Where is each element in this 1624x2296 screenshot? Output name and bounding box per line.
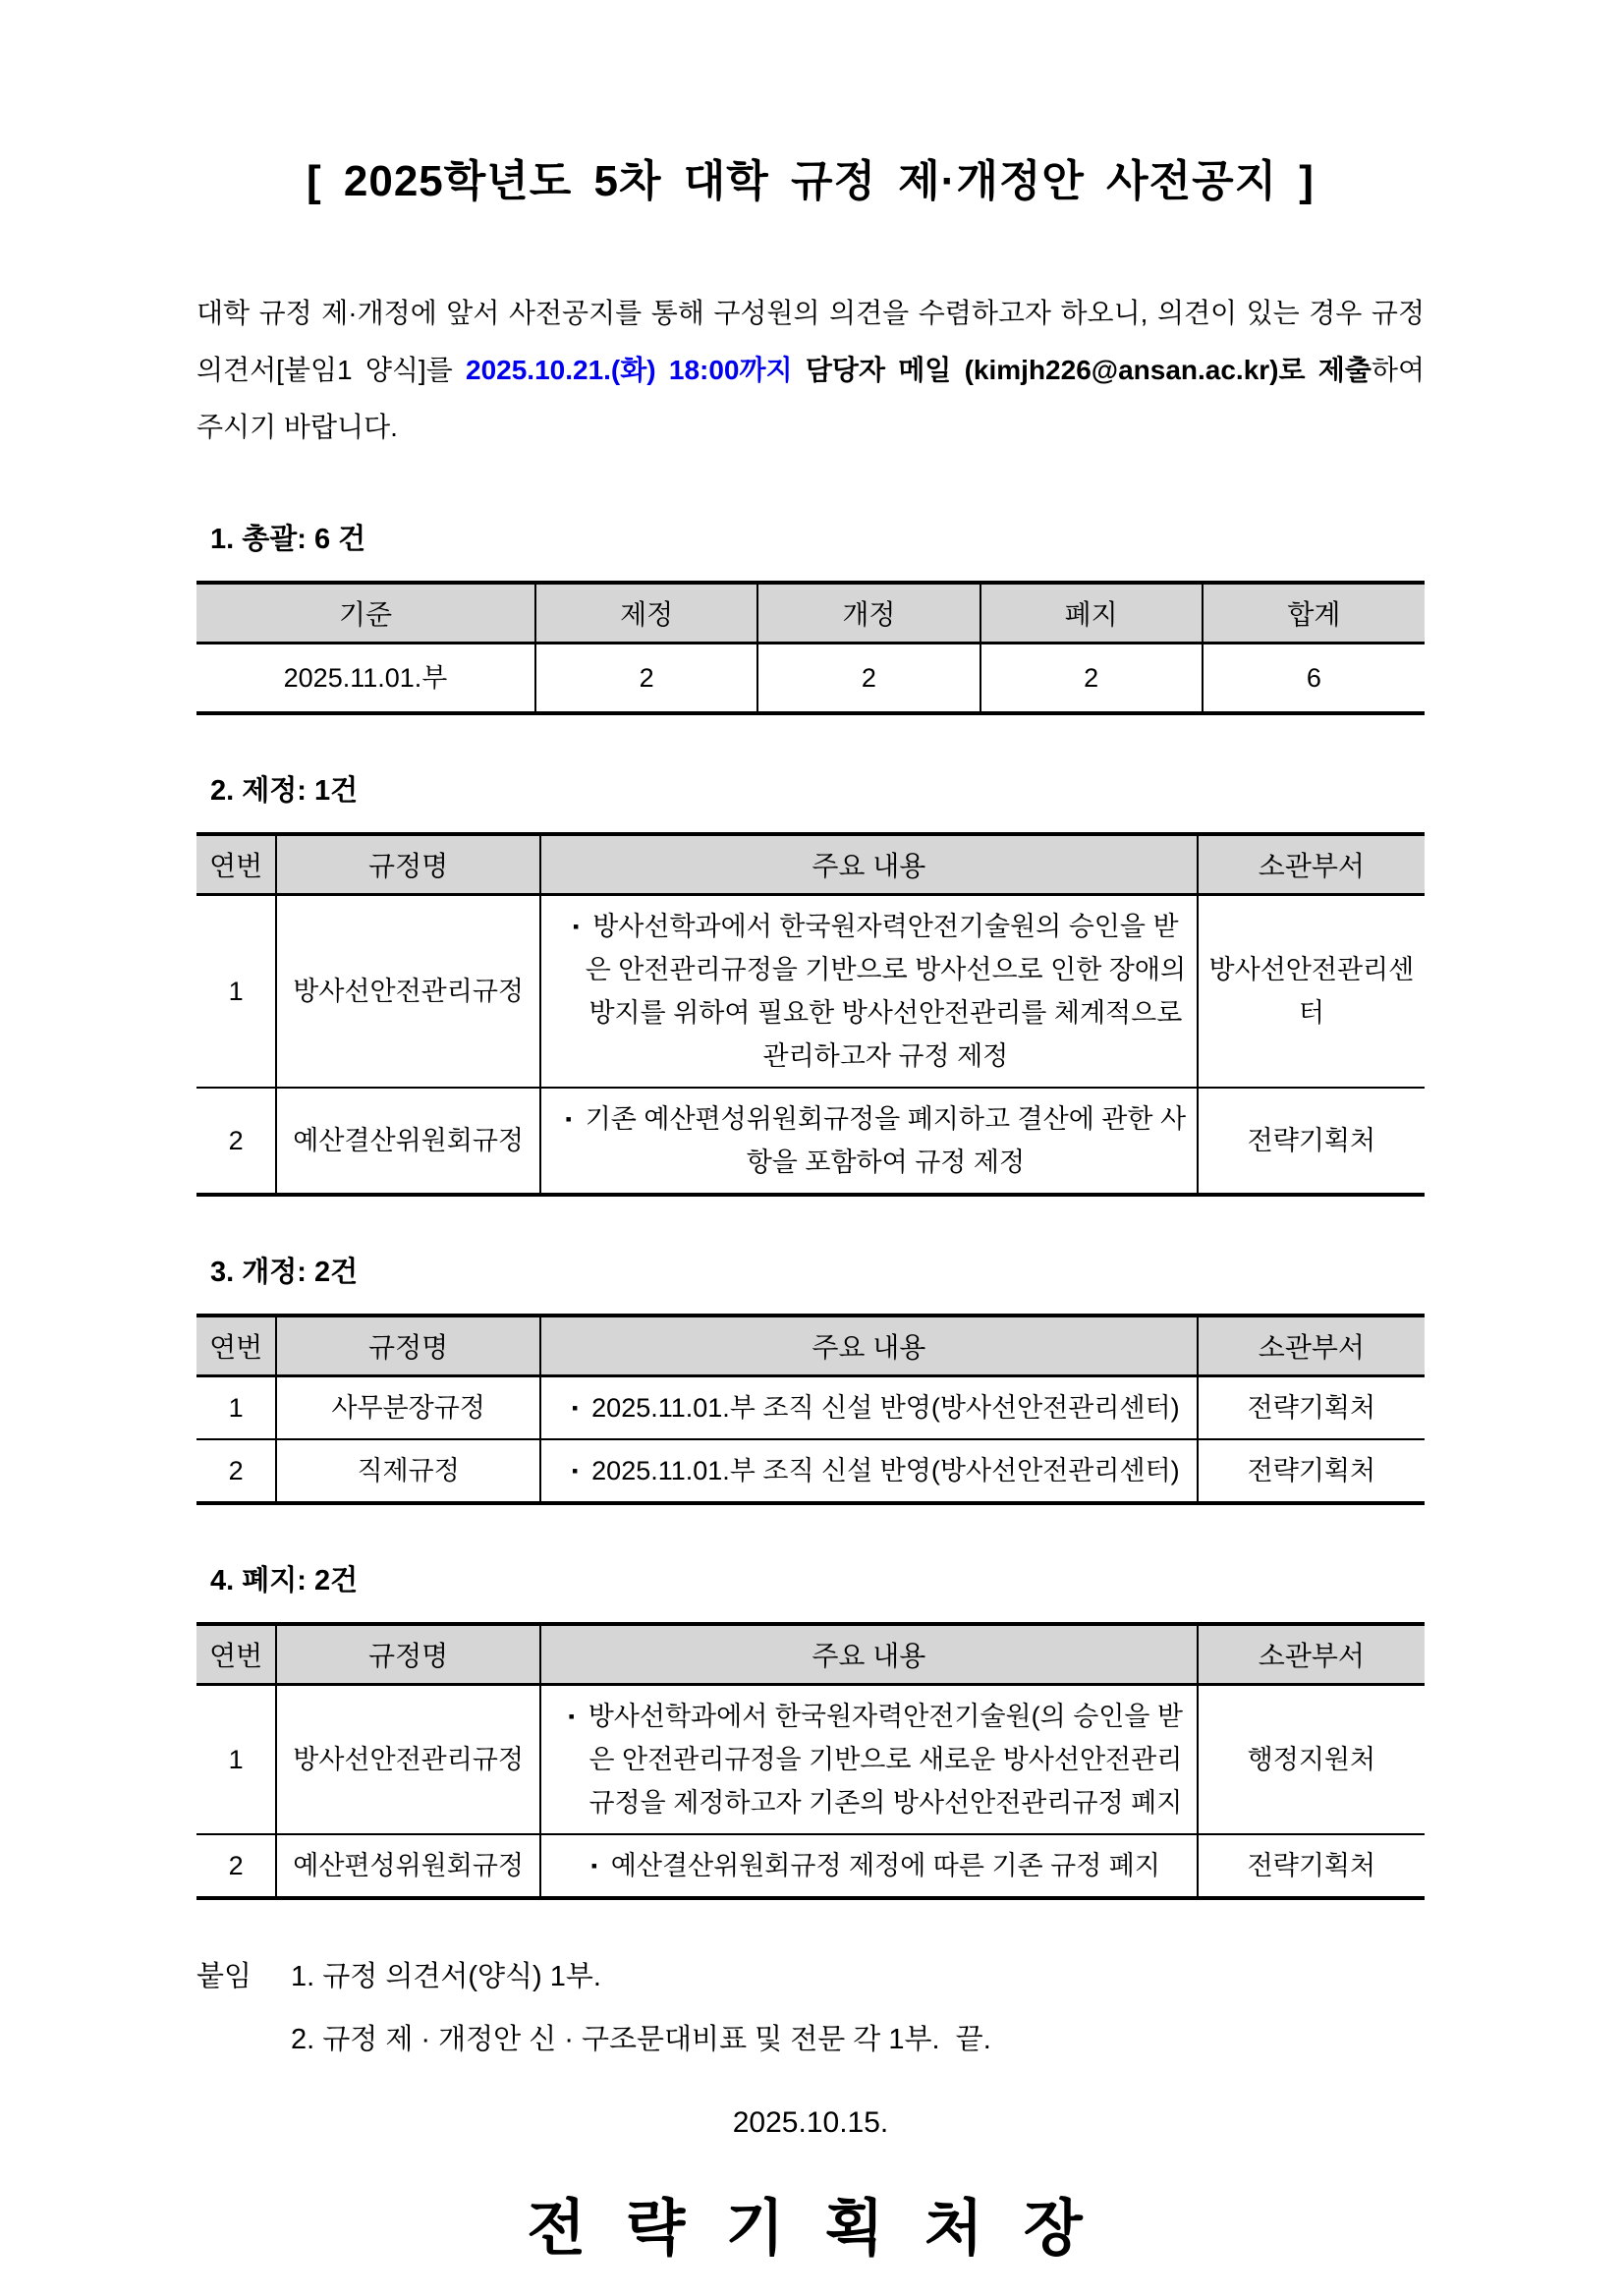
signature-title: 전 략 기 획 처 장 (527, 2195, 1094, 2263)
row-no: 2 (196, 1834, 276, 1898)
regulation-name: 방사선안전관리규정 (276, 1685, 540, 1835)
attachments (196, 1945, 1425, 2071)
row-no: 1 (228, 977, 244, 1006)
bullet-icon: ▪ (565, 1109, 572, 1129)
col-no: 연번 (196, 1316, 276, 1376)
col-regulation-name: 규정명 (276, 1624, 540, 1685)
summary-col-amend: 개정 (757, 583, 980, 644)
intro-paragraph (196, 285, 1425, 456)
summary-amend-count: 2 (757, 644, 980, 714)
col-department: 소관부서 (1198, 1316, 1425, 1376)
main-content-text: 2025.11.01.부 조직 신설 반영(방사선안전관리센터) (591, 1456, 1180, 1485)
table-row (196, 1088, 1425, 1195)
main-content-text: 기존 예산편성위원회규정을 폐지하고 결산에 관한 사항을 포함하여 규정 제정 (585, 1104, 1187, 1177)
col-no: 연번 (196, 1624, 276, 1685)
department: 행정지원처 (1198, 1685, 1425, 1835)
bullet-icon: ▪ (590, 1856, 597, 1876)
document-content (196, 0, 1425, 2267)
summary-col-abolish: 폐지 (980, 583, 1203, 644)
abolish-header-row (196, 1624, 1425, 1685)
regulation-name: 직제규정 (276, 1439, 540, 1503)
section-heading-enact: 2. 제정: 1건 (210, 775, 359, 807)
col-no: 연번 (196, 834, 276, 895)
summary-total-count: 6 (1203, 644, 1425, 714)
bullet-icon: ▪ (571, 1461, 579, 1481)
summary-basis-value: 2025.11.01.부 (283, 663, 448, 693)
attachment-line-2 (196, 2008, 1425, 2071)
summary-col-enact: 제정 (535, 583, 757, 644)
attachment-line-1 (196, 1945, 1425, 2008)
main-content-cell (540, 895, 1198, 1089)
summary-header-row (196, 583, 1425, 644)
bullet-icon: ▪ (571, 1398, 579, 1418)
page-title: [ 2025학년도 5차 대학 규정 제·개정안 사전공지 ] (307, 157, 1315, 205)
regulation-name: 예산결산위원회규정 (276, 1088, 540, 1195)
intro-text-2: 하여 주시기 바랍니다. (196, 355, 1425, 442)
col-department: 소관부서 (1198, 1624, 1425, 1685)
amend-header-row (196, 1316, 1425, 1376)
table-row (196, 1834, 1425, 1898)
table-row (196, 1685, 1425, 1835)
section-heading-abolish: 4. 폐지: 2건 (210, 1565, 359, 1596)
abolish-table (196, 1622, 1425, 1900)
main-content-text: 방사선학과에서 한국원자력안전기술원의 승인을 받은 안전관리규정을 기반으로 방사선으로 인한 장애의 방지를 위하여 필요한 방사선안전관리를 체계적으로 관리하고자 규정 제정 (585, 912, 1187, 1071)
regulation-name: 방사선안전관리규정 (276, 895, 540, 1089)
department: 전략기획처 (1198, 1834, 1425, 1898)
manager-mail-text: 담당자 메일 (792, 355, 952, 385)
col-main-content: 주요 내용 (540, 1316, 1198, 1376)
col-regulation-name: 규정명 (276, 834, 540, 895)
summary-col-total: 합계 (1203, 583, 1425, 644)
main-content-cell (540, 1376, 1198, 1440)
row-no: 2 (196, 1439, 276, 1503)
row-no: 1 (228, 1393, 244, 1423)
bullet-icon: ▪ (568, 1707, 575, 1726)
summary-table (196, 581, 1425, 715)
bullet-icon: ▪ (573, 917, 580, 936)
regulation-name: 사무분장규정 (276, 1376, 540, 1440)
amend-table (196, 1314, 1425, 1505)
section-heading-summary: 1. 총괄: 6 건 (210, 524, 366, 555)
row-no: 2 (196, 1088, 276, 1195)
attachment-label: 붙임 (196, 1961, 252, 1992)
summary-col-basis: 기준 (196, 583, 535, 644)
attachment-item-1: 1. 규정 의견서(양식) 1부. (291, 1961, 601, 1992)
table-row (196, 1376, 1425, 1440)
summary-enact-count: 2 (535, 644, 757, 714)
enact-table (196, 832, 1425, 1197)
main-content-cell (540, 1088, 1198, 1195)
document-date: 2025.10.15. (732, 2106, 889, 2139)
table-row (196, 1439, 1425, 1503)
summary-abolish-count: 2 (980, 644, 1203, 714)
regulation-name: 예산편성위원회규정 (276, 1834, 540, 1898)
department: 방사선안전관리센터 (1198, 895, 1425, 1089)
col-department: 소관부서 (1198, 834, 1425, 895)
main-content-cell (540, 1834, 1198, 1898)
table-row (196, 895, 1425, 1089)
department: 전략기획처 (1198, 1439, 1425, 1503)
enact-header-row (196, 834, 1425, 895)
contact-email-text: (kimjh226@ansan.ac.kr)로 제출 (951, 355, 1372, 385)
main-content-cell (540, 1685, 1198, 1835)
intro-text-1: 대학 규정 제·개정에 앞서 사전공지를 통해 구성원의 의견을 수렴하고자 하오니, 의견이 있는 경우 규정 의견서[붙임1 양식]를 (196, 298, 1425, 385)
main-content-cell (540, 1439, 1198, 1503)
section-heading-amend: 3. 개정: 2건 (210, 1257, 359, 1288)
row-no: 1 (228, 1745, 244, 1774)
main-content-text: 방사선학과에서 한국원자력안전기술원(의 승인을 받은 안전관리규정을 기반으로 새로운 방사선안전관리규정을 제정하고자 기존의 방사선안전관리규정 폐지 (588, 1702, 1184, 1818)
attachment-item-2: 2. 규정 제 · 개정안 신 · 구조문대비표 및 전문 각 1부. 끝. (291, 2024, 991, 2055)
summary-data-row (196, 644, 1425, 714)
col-main-content: 주요 내용 (540, 834, 1198, 895)
department: 전략기획처 (1198, 1088, 1425, 1195)
department: 전략기획처 (1198, 1376, 1425, 1440)
col-main-content: 주요 내용 (540, 1624, 1198, 1685)
main-content-text: 예산결산위원회규정 제정에 따른 기존 규정 폐지 (610, 1851, 1160, 1880)
deadline-text: 2025.10.21.(화) 18:00까지 (466, 355, 793, 385)
main-content-text: 2025.11.01.부 조직 신설 반영(방사선안전관리센터) (591, 1393, 1180, 1423)
col-regulation-name: 규정명 (276, 1316, 540, 1376)
